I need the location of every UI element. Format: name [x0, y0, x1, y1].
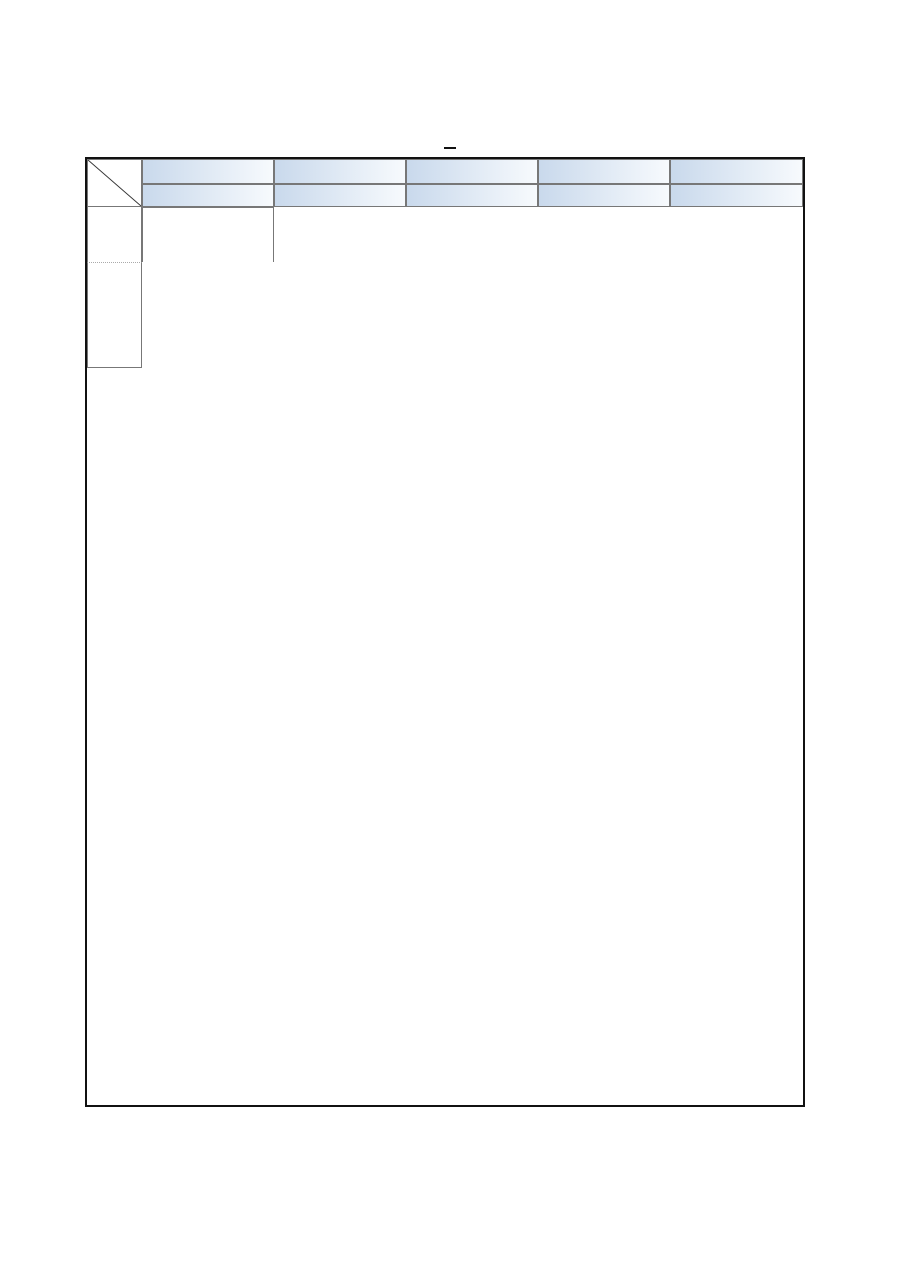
- date-header: [670, 184, 803, 207]
- date-header: [274, 184, 406, 207]
- date-header: [142, 184, 274, 207]
- weekday-header: [670, 159, 803, 184]
- am-label: [87, 207, 142, 262]
- diagonal-line: [88, 160, 141, 206]
- pm-label: [87, 262, 142, 368]
- weekday-header: [406, 159, 538, 184]
- weekday-header: [274, 159, 406, 184]
- date-header: [406, 184, 538, 207]
- schedule-table: [85, 157, 805, 1107]
- corner-cell: [87, 159, 142, 207]
- page-title: [0, 96, 900, 145]
- date-header: [538, 184, 670, 207]
- weekday-header: [142, 159, 274, 184]
- weekday-header: [538, 159, 670, 184]
- am-event-cell: [142, 207, 274, 262]
